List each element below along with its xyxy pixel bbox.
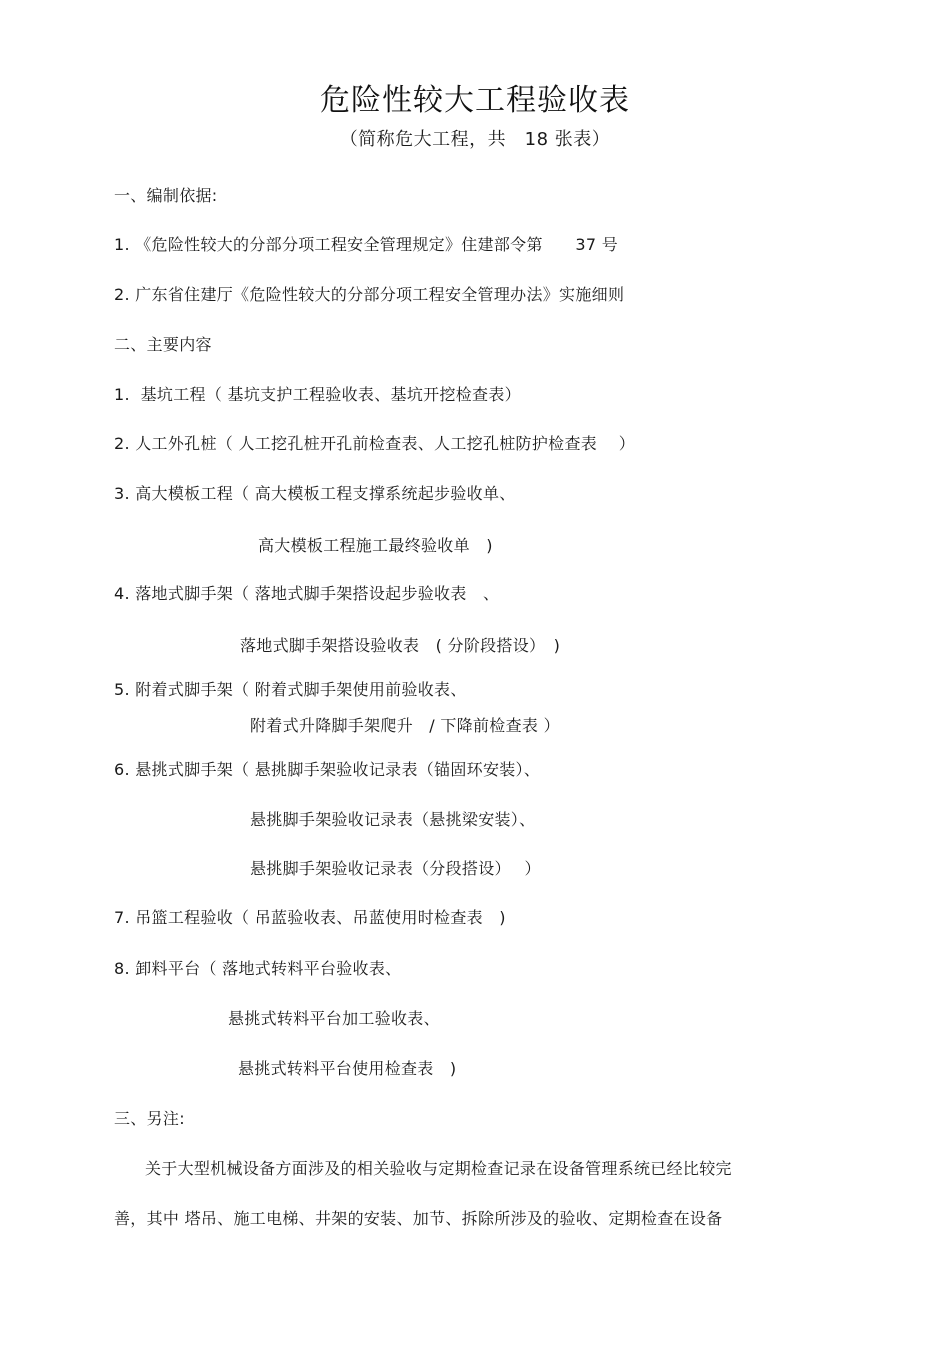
content-item-8-cont-1: 悬挑式转料平台加工验收表、 xyxy=(228,1009,440,1028)
content-item-2: 2. 人工外孔桩（ 人工挖孔桩开孔前检查表、人工挖孔桩防护检查表 ） xyxy=(114,434,636,453)
content-item-4: 4. 落地式脚手架（ 落地式脚手架搭设起步验收表 、 xyxy=(114,584,500,603)
content-item-8: 8. 卸料平台（ 落地式转料平台验收表、 xyxy=(114,959,402,978)
content-item-3: 3. 高大模板工程（ 高大模板工程支撑系统起步验收单、 xyxy=(114,484,516,503)
content-item-8-cont-2: 悬挑式转料平台使用检查表 ) xyxy=(238,1059,457,1078)
notes-paragraph-line-1: 关于大型机械设备方面涉及的相关验收与定期检查记录在设备管理系统已经比较完 xyxy=(145,1159,732,1178)
content-item-6-cont-2: 悬挑脚手架验收记录表（分段搭设） ） xyxy=(250,859,541,878)
section-heading-notes: 三、另注: xyxy=(114,1109,185,1128)
content-item-4-cont: 落地式脚手架搭设验收表 ( 分阶段搭设） ) xyxy=(240,636,561,655)
section-heading-content: 二、主要内容 xyxy=(114,335,212,354)
content-item-5-cont: 附着式升降脚手架爬升 / 下降前检查表 ） xyxy=(250,716,560,735)
document-subtitle: （简称危大工程，共 18 张表） xyxy=(339,129,611,150)
content-item-5: 5. 附着式脚手架（ 附着式脚手架使用前验收表、 xyxy=(114,680,467,699)
content-item-3-cont: 高大模板工程施工最终验收单 ) xyxy=(258,536,493,555)
content-item-7: 7. 吊篮工程验收（ 吊蓝验收表、吊蓝使用时检查表 ) xyxy=(114,908,506,927)
content-item-6: 6. 悬挑式脚手架（ 悬挑脚手架验收记录表（锚固环安装）、 xyxy=(114,760,541,779)
content-item-1: 1. 基坑工程（ 基坑支护工程验收表、基坑开挖检查表） xyxy=(114,385,521,404)
basis-item-1: 1. 《危险性较大的分部分项工程安全管理规定》住建部令第 37 号 xyxy=(114,235,618,254)
content-item-6-cont-1: 悬挑脚手架验收记录表（悬挑梁安装）、 xyxy=(250,810,536,829)
notes-paragraph-line-2: 善，其中 塔吊、施工电梯、井架的安装、加节、拆除所涉及的验收、定期检查在设备 xyxy=(114,1209,723,1228)
section-heading-basis: 一、编制依据: xyxy=(114,186,218,205)
basis-item-2: 2. 广东省住建厅《危险性较大的分部分项工程安全管理办法》实施细则 xyxy=(114,285,625,304)
document-title: 危险性较大工程验收表 xyxy=(320,83,630,118)
